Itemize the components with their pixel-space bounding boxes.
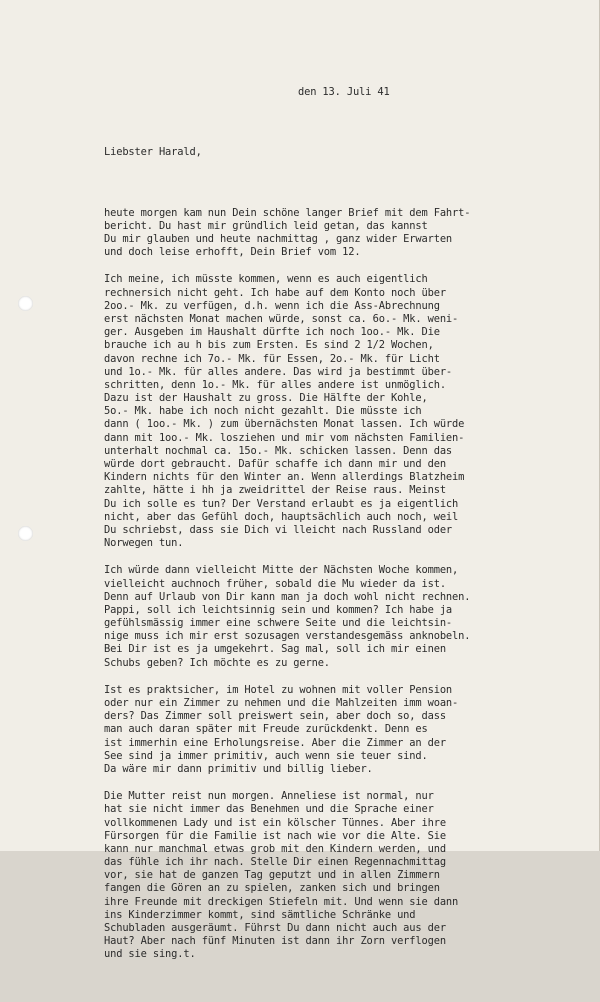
punch-hole-top — [18, 296, 33, 311]
typed-line: und sie sing.t. — [104, 948, 196, 961]
typed-line: Da wäre mir dann primitiv und billig lieber. — [104, 762, 373, 775]
typed-line: ins Kinderzimmer kommt, sind sämtliche Schränke und — [104, 908, 416, 921]
typed-line: Ist es praktsicher, im Hotel zu wohnen mit voller Pension — [104, 683, 453, 696]
typed-line: Du mir glauben und heute nachmittag , ganz wider Erwarten — [104, 233, 453, 245]
typed-line: Fürsorgen für die Familie ist nach wie vor die Alte. Sie — [104, 829, 446, 842]
typed-line: schritten, denn 1o.- Mk. für alles andere ist unmöglich. — [104, 378, 446, 391]
typed-line: kann nur manchmal etwas grob mit den Kindern werden, und — [104, 842, 446, 855]
typed-line: Dazu ist der Haushalt zu gross. Die Hälfte der Kohle, — [104, 392, 428, 405]
typed-line: Bei Dir ist es ja umgekehrt. Sag mal, soll ich mir einen — [104, 643, 446, 656]
typed-line: brauche ich au h bis zum Ersten. Es sind 2 1/2 Wochen, — [104, 339, 434, 352]
typed-line: davon rechne ich 7o.- Mk. für Essen, 2o.- Mk. für Licht — [104, 352, 440, 365]
typed-line: Ich würde dann vielleicht Mitte der Nächsten Woche kommen, — [104, 564, 459, 577]
typed-line: würde dort gebraucht. Dafür schaffe ich dann mir und den — [104, 458, 446, 470]
letter-body — [104, 207, 574, 962]
typed-line: und doch leise erhofft, Dein Brief vom 12. — [104, 246, 361, 259]
typed-line: zahlte, hätte i hh ja zweidrittel der Reise raus. Meinst — [104, 484, 446, 497]
typed-line: und 1o.- Mk. für alles andere. Das wird ja bestimmt über- — [104, 365, 453, 378]
typed-letter — [104, 60, 574, 1002]
letter-paragraph — [104, 790, 574, 961]
typed-line: vor, sie hat de ganzen Tag geputzt und in allen Zimmern — [104, 869, 440, 882]
typed-line: ihre Freunde mit dreckigen Stiefeln mit. Und wenn sie dann — [104, 895, 459, 908]
typed-line: Haut? Aber nach fünf Minuten ist dann ihr Zorn verflogen — [104, 935, 446, 948]
letter-paragraph — [104, 207, 574, 260]
typed-line: Norwegen tun. — [104, 537, 184, 550]
typed-line: gefühlsmässig immer eine schwere Seite und die leichtsin- — [104, 617, 453, 630]
typed-line: Kindern nichts für den Winter an. Wenn allerdings Blatzheim — [104, 471, 465, 484]
typed-line: nicht, aber das Gefühl doch, hauptsächlich auch noch, weil — [104, 510, 459, 523]
typed-line: 5o.- Mk. habe ich noch nicht gezahlt. Die müsste ich — [104, 405, 422, 418]
punch-hole-bottom — [18, 526, 33, 541]
typed-line: Denn auf Urlaub von Dir kann man ja doch wohl nicht rechnen. — [104, 590, 471, 603]
typed-line: See sind ja immer primitiv, auch wenn sie teuer sind. — [104, 749, 428, 762]
typed-line: Schubs geben? Ich möchte es zu gerne. — [104, 656, 330, 669]
letter-paragraph — [104, 564, 574, 670]
typed-line: Ich meine, ich müsste kommen, wenn es auch eigentlich — [104, 273, 428, 286]
typed-line: Schubladen ausgeräumt. Führst Du dann nicht auch aus der — [104, 922, 446, 934]
typed-line: dann mit 1oo.- Mk. losziehen und mir vom nächsten Familien- — [104, 431, 465, 444]
typed-line: vielleicht auchnoch früher, sobald die Mu wieder da ist. — [104, 577, 446, 590]
typed-line: dann ( 1oo.- Mk. ) zum übernächsten Monat lassen. Ich würde — [104, 418, 465, 431]
typed-line: unterhalt nochmal ca. 15o.- Mk. schicken lassen. Denn das — [104, 444, 453, 457]
typed-line: Du ich solle es tun? Der Verstand erlaubt es ja eigentlich — [104, 497, 459, 510]
typed-line: das fühle ich ihr nach. Stelle Dir einen Regennachmittag — [104, 856, 446, 869]
typed-line: erst nächsten Monat machen würde, sonst ca. 6o.- Mk. weni- — [104, 312, 459, 325]
typed-line: Pappi, soll ich leichtsinnig sein und kommen? Ich habe ja — [104, 603, 453, 616]
typed-line: fangen die Gören an zu spielen, zanken sich und bringen — [104, 882, 440, 895]
typed-line: ger. Ausgeben im Haushalt dürfte ich noch 1oo.- Mk. Die — [104, 326, 440, 339]
typed-line: ist immerhin eine Erholungsreise. Aber die Zimmer an der — [104, 736, 446, 749]
typed-line: Du schriebst, dass sie Dich vi lleicht nach Russland oder — [104, 523, 453, 536]
typed-line: ders? Das Zimmer soll preiswert sein, aber doch so, dass — [104, 710, 446, 723]
typed-line: Die Mutter reist nun morgen. Anneliese ist normal, nur — [104, 790, 434, 803]
letter-paragraph — [104, 273, 574, 550]
typed-line: nige muss ich mir erst sozusagen verstandesgemäss anknobeln. — [104, 630, 471, 643]
typed-line: rechnersich nicht geht. Ich habe auf dem Konto noch über — [104, 286, 446, 299]
letter-date: den 13. Juli 41 — [298, 86, 390, 99]
typed-line: 2oo.- Mk. zu verfügen, d.h. wenn ich die Ass-Abrechnung — [104, 299, 440, 312]
typed-line: oder nur ein Zimmer zu nehmen und die Mahlzeiten imm woan- — [104, 697, 459, 709]
typed-line: man auch daran später mit Freude zurückdenkt. Denn es — [104, 723, 428, 736]
typed-line: bericht. Du hast mir gründlich leid getan, das kannst — [104, 219, 428, 232]
letter-paragraph — [104, 684, 574, 776]
typed-line: vollkommenen Lady und ist ein kölscher Tünnes. Aber ihre — [104, 816, 446, 829]
typed-line: hat sie nicht immer das Benehmen und die Sprache einer — [104, 803, 434, 816]
letter-salutation: Liebster Harald, — [104, 146, 202, 159]
typed-line: heute morgen kam nun Dein schöne langer Brief mit dem Fahrt- — [104, 206, 471, 219]
